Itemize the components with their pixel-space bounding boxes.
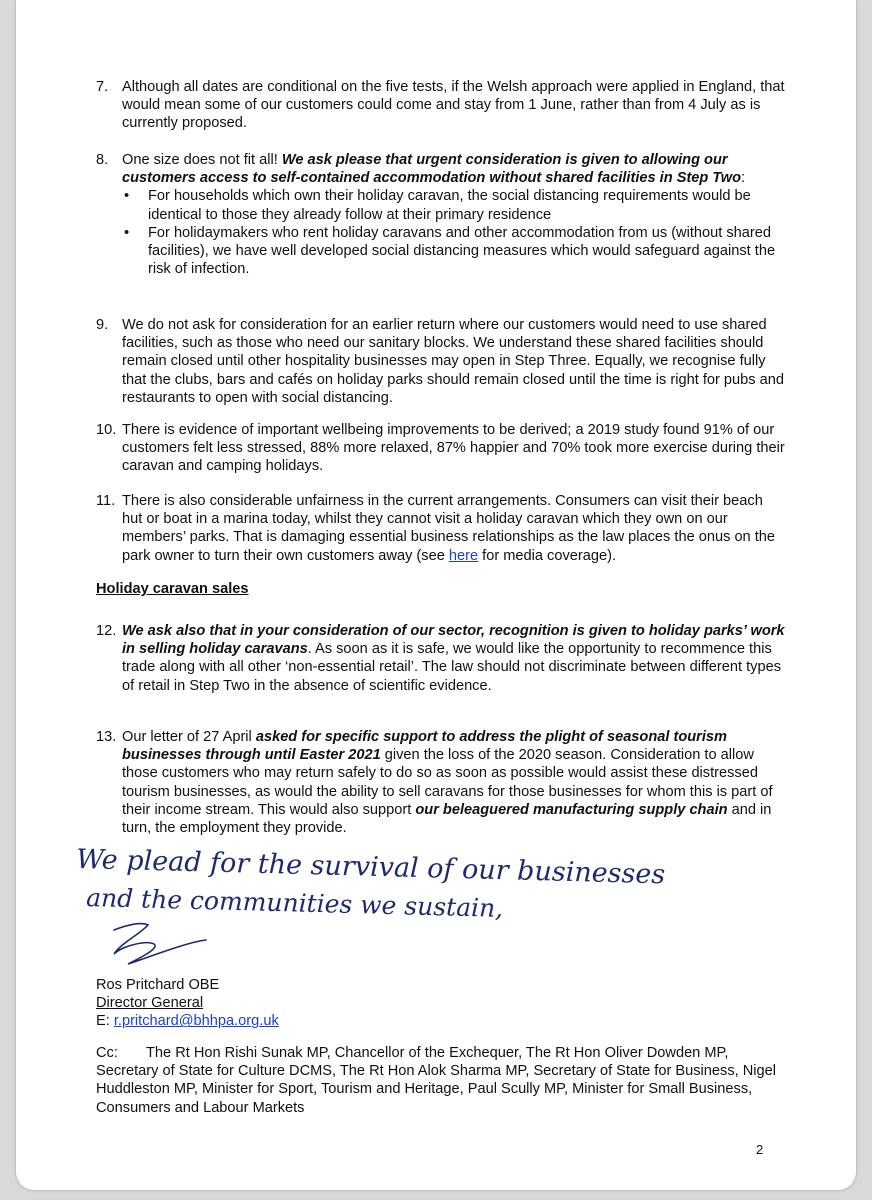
letter-page (16, 0, 856, 1190)
item-text-plain: . As soon as it is safe, we would like the opportunity to recommence this trade along with all other ‘non-essential retail’. The law should not discriminate between different types of retail in Step Two in the absence of scientific evidence. (122, 641, 781, 694)
item-text-plain: for media coverage). (478, 547, 617, 564)
item-text-plain: and in turn, the employment they provide. (122, 801, 772, 837)
signer-name: Ros Pritchard OBE (96, 977, 220, 993)
item-number: 12. (96, 623, 117, 639)
list-item-8 (96, 151, 786, 278)
email-link[interactable]: r.pritchard@bhhpa.org.uk (113, 1013, 279, 1030)
item-text-plain: There is also considerable unfairness in the current arrangements. Consumers can visit their beach hut or boat in a marina today, whilst they cannot visit a holiday caravan which they own on our members’ parks. That is damaging essential business relationships as the law places the onus on the park owner to turn their own customers away (see (122, 493, 776, 564)
item-text (122, 622, 786, 695)
item-text: There is evidence of important wellbeing improvements to be derived; a 2019 study found 91% of our customers felt less stressed, 88% more relaxed, 87% happier and 70% took more exercise during their caravan and camping holidays. (122, 422, 785, 475)
list-item-9 (96, 316, 786, 407)
item-text-plain: One size does not fit all! (122, 152, 282, 168)
list-item-10 (96, 421, 786, 476)
list-item-7 (96, 78, 786, 133)
page-number: 2 (756, 1142, 764, 1157)
item-number: 8. (96, 152, 109, 168)
item-text-plain: Our letter of 27 April (122, 729, 256, 745)
cc-text: The Rt Hon Rishi Sunak MP, Chancellor of the Exchequer, The Rt Hon Oliver Dowden MP, Secretary of State for Culture DCMS, The Rt Hon Alok Sharma MP, Secretary of State for Business, Nigel Huddleston MP, Minister for Sport, Tourism and Heritage, Paul Scully MP, Minister for Small Business, Consumers and Labour Markets (96, 1045, 776, 1116)
item-text (122, 492, 786, 565)
item-text: We do not ask for consideration for an earlier return where our customers would need to use shared facilities, such as those who need our sanitary blocks. We understand these shared facilities should remain closed until other hospitality businesses may open in Step Three. Equally, we recognise fully that the clubs, bars and cafés on holiday parks should remain closed until the time is right for pubs and restaurants to open with social distancing. (122, 317, 784, 406)
item-number: 13. (96, 729, 117, 745)
item-text-emphasis: We ask also that in your consideration of our sector, recognition is given to holiday parks’ work in selling holiday caravans (122, 623, 785, 658)
item-text-plain: : (741, 170, 746, 187)
item-text-emphasis: We ask please that urgent consideration is given to allowing our customers access to self-contained accommodation without shared facilities in Step Two (122, 152, 742, 187)
cc-label: Cc: (96, 1045, 118, 1061)
signer-block (96, 976, 279, 1031)
item-text-plain: given the loss of the 2020 season. Consideration to allow those customers who may return safely to do so as soon as possible would assist these distressed tourism businesses, as would the ability to sell caravans for those businesses for whom this is part of their income stream. This would also support (122, 747, 773, 818)
item-text (122, 151, 786, 278)
cc-block (96, 1044, 786, 1117)
bullet-list (122, 187, 786, 278)
item-text (122, 728, 786, 837)
item-text-emphasis: asked for specific support to address the plight of seasonal tourism businesses through until Easter 2021 (122, 729, 727, 764)
handwritten-note (56, 830, 736, 970)
media-coverage-link[interactable]: here (448, 547, 479, 564)
handwritten-note-line: and the communities we sustain, (85, 883, 504, 923)
bullet-item: • For households which own their holiday caravan, the social distancing requirements would be identical to those they already follow at their primary residence (122, 187, 786, 223)
list-item-11 (96, 492, 786, 565)
item-number: 9. (96, 317, 109, 333)
email-label: E: (96, 1013, 114, 1030)
item-number: 7. (96, 79, 109, 95)
item-number: 10. (96, 422, 117, 438)
list-item-12 (96, 622, 786, 695)
list-item-13 (96, 728, 786, 837)
signer-title: Director General (96, 995, 204, 1012)
signature-scribble (114, 924, 206, 964)
signer-email-row (96, 1012, 279, 1030)
item-text: Although all dates are conditional on the five tests, if the Welsh approach were applied in England, that would mean some of our customers could come and stay from 1 June, rather than from 4 July as is currently proposed. (122, 79, 785, 132)
handwritten-note-line: We plead for the survival of our businesses (75, 844, 666, 891)
section-heading: Holiday caravan sales (96, 581, 249, 597)
item-number: 11. (96, 493, 116, 509)
bullet-item: • For holidaymakers who rent holiday caravans and other accommodation from us (without shared facilities), we have well developed social distancing measures which would safeguard against the risk of infection. (122, 224, 786, 279)
item-text-emphasis: our beleaguered manufacturing supply chain (415, 801, 728, 818)
